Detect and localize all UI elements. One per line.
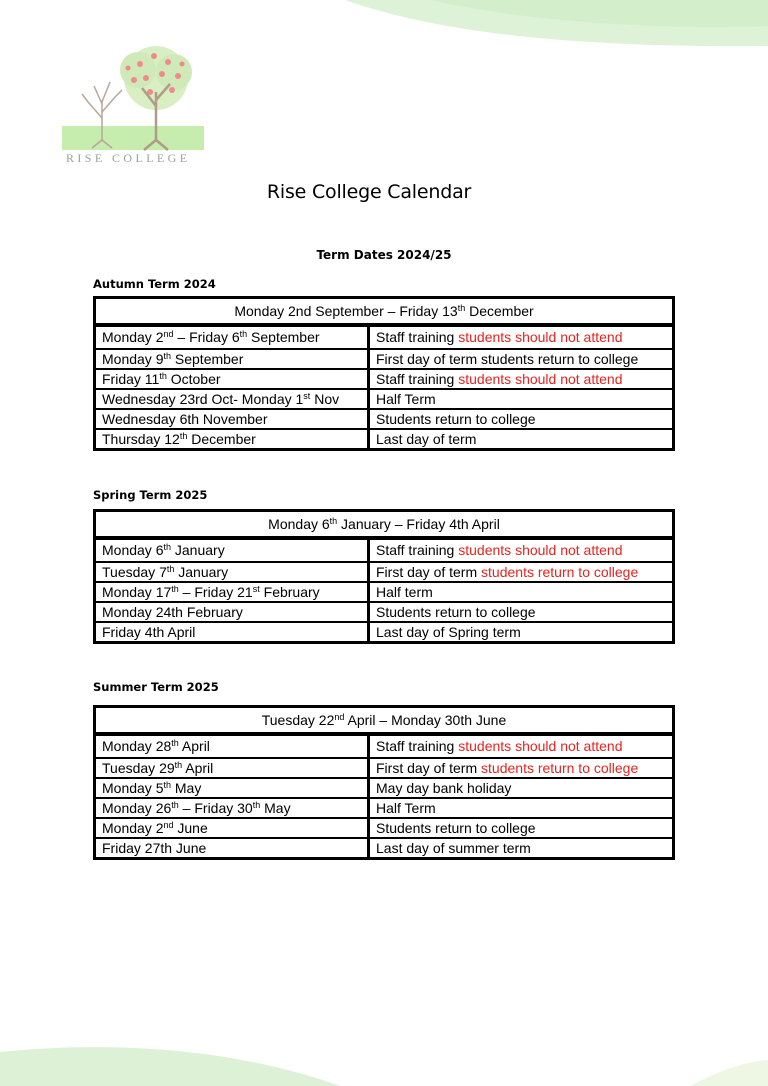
date-ordinal: th bbox=[159, 371, 167, 381]
date-text: Friday 11 bbox=[102, 371, 160, 387]
event-text: First day of term students return to college bbox=[376, 351, 639, 367]
date-ordinal: th bbox=[171, 800, 179, 810]
event-note-highlight: students should not attend bbox=[458, 738, 623, 754]
date-text: Thursday 12 bbox=[102, 431, 180, 447]
date-ordinal: th bbox=[174, 760, 183, 770]
event-cell bbox=[370, 430, 672, 448]
date-cell bbox=[96, 583, 370, 601]
event-text: Half Term bbox=[376, 391, 436, 407]
date-text: October bbox=[166, 371, 221, 387]
event-cell bbox=[370, 799, 672, 817]
date-cell bbox=[96, 603, 370, 621]
date-cell bbox=[96, 350, 370, 368]
date-text: Wednesday 6th November bbox=[102, 411, 268, 427]
date-text: Monday 24th February bbox=[102, 604, 243, 620]
date-ordinal: th bbox=[166, 564, 175, 574]
date-cell bbox=[96, 430, 370, 448]
date-cell bbox=[96, 390, 370, 408]
table-row bbox=[96, 368, 672, 388]
date-ordinal: nd bbox=[163, 820, 174, 830]
date-text: January bbox=[171, 542, 225, 558]
date-cell bbox=[96, 623, 370, 641]
date-text: May bbox=[260, 800, 291, 816]
event-cell bbox=[370, 350, 672, 368]
table-row bbox=[96, 428, 672, 448]
event-text: Half term bbox=[376, 584, 433, 600]
term-table bbox=[93, 296, 675, 451]
term-header-ordinal: th bbox=[329, 516, 338, 526]
date-text: April bbox=[182, 760, 214, 776]
table-row bbox=[96, 408, 672, 428]
date-text: December bbox=[187, 431, 256, 447]
date-text: Monday 26 bbox=[102, 800, 172, 816]
date-cell bbox=[96, 799, 370, 817]
event-note-highlight: students should not attend bbox=[458, 542, 623, 558]
event-cell bbox=[370, 583, 672, 601]
event-text: Staff training bbox=[376, 371, 459, 387]
term-header bbox=[96, 708, 672, 735]
event-cell bbox=[370, 540, 672, 561]
date-text: – Friday 30 bbox=[178, 800, 253, 816]
event-cell bbox=[370, 603, 672, 621]
date-cell bbox=[96, 736, 370, 757]
date-cell bbox=[96, 563, 370, 581]
date-text: – Friday 21 bbox=[178, 584, 253, 600]
date-text: Monday 2 bbox=[102, 329, 164, 345]
event-text: Staff training bbox=[376, 329, 459, 345]
date-text: Tuesday 7 bbox=[102, 564, 167, 580]
date-text: – Friday 6 bbox=[173, 329, 240, 345]
event-note-highlight: students should not attend bbox=[458, 329, 623, 345]
table-row bbox=[96, 837, 672, 857]
table-row bbox=[96, 561, 672, 581]
date-text: April bbox=[178, 738, 210, 754]
date-ordinal: nd bbox=[163, 329, 174, 339]
term-header-text: January – Friday 4th April bbox=[337, 516, 500, 532]
term-header-text: December bbox=[465, 303, 534, 319]
event-cell bbox=[370, 736, 672, 757]
page-title: Rise College Calendar bbox=[266, 181, 472, 203]
event-cell bbox=[370, 327, 672, 348]
event-cell bbox=[370, 759, 672, 777]
table-row bbox=[96, 621, 672, 641]
term-table bbox=[93, 705, 675, 860]
event-cell bbox=[370, 779, 672, 797]
date-cell bbox=[96, 819, 370, 837]
event-cell bbox=[370, 410, 672, 428]
date-ordinal: st bbox=[252, 584, 260, 594]
term-header bbox=[96, 512, 672, 539]
event-note-highlight: students return to college bbox=[481, 760, 639, 776]
date-ordinal: th bbox=[163, 780, 171, 790]
date-cell bbox=[96, 779, 370, 797]
date-ordinal: th bbox=[171, 738, 179, 748]
term-header-ordinal: th bbox=[457, 303, 466, 313]
date-text: Friday 4th April bbox=[102, 624, 196, 640]
event-text: Half Term bbox=[376, 800, 436, 816]
event-text: Students return to college bbox=[376, 411, 536, 427]
term-label: Spring Term 2025 bbox=[93, 488, 208, 502]
term-header-text: Monday 6 bbox=[268, 516, 330, 532]
event-cell bbox=[370, 819, 672, 837]
date-text: Monday 5 bbox=[102, 780, 164, 796]
event-text: Staff training bbox=[376, 738, 459, 754]
date-cell bbox=[96, 540, 370, 561]
event-cell bbox=[370, 390, 672, 408]
date-ordinal: st bbox=[303, 391, 311, 401]
date-cell bbox=[96, 839, 370, 857]
event-cell bbox=[370, 370, 672, 388]
event-text: Students return to college bbox=[376, 820, 536, 836]
date-text: Monday 17 bbox=[102, 584, 172, 600]
table-row bbox=[96, 388, 672, 408]
date-text: January bbox=[174, 564, 229, 580]
date-text: Monday 28 bbox=[102, 738, 172, 754]
date-ordinal: th bbox=[239, 329, 248, 339]
date-text: September bbox=[247, 329, 320, 345]
date-text: Monday 9 bbox=[102, 351, 164, 367]
term-header-text: Tuesday 22 bbox=[261, 712, 335, 728]
table-row bbox=[96, 817, 672, 837]
event-note-highlight: students return to college bbox=[481, 564, 639, 580]
table-row bbox=[96, 777, 672, 797]
term-label: Summer Term 2025 bbox=[93, 680, 219, 694]
date-text: May bbox=[171, 780, 202, 796]
date-text: February bbox=[259, 584, 320, 600]
table-row bbox=[96, 797, 672, 817]
table-row bbox=[96, 757, 672, 777]
date-cell bbox=[96, 327, 370, 348]
logo-wordmark: RISE COLLEGE bbox=[66, 151, 191, 165]
date-ordinal: th bbox=[163, 542, 171, 552]
term-header-ordinal: nd bbox=[334, 712, 345, 722]
event-text: First day of term bbox=[376, 760, 482, 776]
event-cell bbox=[370, 623, 672, 641]
page-subtitle: Term Dates 2024/25 bbox=[316, 248, 452, 262]
date-text: Friday 27th June bbox=[102, 840, 207, 856]
event-cell bbox=[370, 563, 672, 581]
event-text: Last day of summer term bbox=[376, 840, 531, 856]
event-cell bbox=[370, 839, 672, 857]
date-text: Tuesday 29 bbox=[102, 760, 175, 776]
term-table bbox=[93, 509, 675, 644]
date-text: Wednesday 23rd Oct- Monday 1 bbox=[102, 391, 304, 407]
date-text: Monday 2 bbox=[102, 820, 164, 836]
date-cell bbox=[96, 370, 370, 388]
table-row bbox=[96, 539, 672, 561]
term-label: Autumn Term 2024 bbox=[93, 277, 216, 291]
date-text: June bbox=[173, 820, 208, 836]
table-row bbox=[96, 601, 672, 621]
event-text: Last day of term bbox=[376, 431, 477, 447]
date-ordinal: th bbox=[171, 584, 179, 594]
date-ordinal: th bbox=[179, 431, 188, 441]
event-text: May day bank holiday bbox=[376, 780, 512, 796]
term-header bbox=[96, 299, 672, 326]
event-text: First day of term bbox=[376, 564, 482, 580]
event-text: Last day of Spring term bbox=[376, 624, 521, 640]
date-text: September bbox=[171, 351, 244, 367]
term-header-text: Monday 2nd September – Friday 13 bbox=[234, 303, 458, 319]
date-text: Nov bbox=[310, 391, 340, 407]
event-text: Staff training bbox=[376, 542, 459, 558]
date-text: Monday 6 bbox=[102, 542, 164, 558]
table-row bbox=[96, 326, 672, 348]
date-cell bbox=[96, 759, 370, 777]
event-note-highlight: students should not attend bbox=[458, 371, 623, 387]
date-ordinal: th bbox=[163, 351, 171, 361]
term-header-text: April – Monday 30th June bbox=[344, 712, 507, 728]
table-row bbox=[96, 581, 672, 601]
event-text: Students return to college bbox=[376, 604, 536, 620]
table-row bbox=[96, 735, 672, 757]
date-ordinal: th bbox=[252, 800, 261, 810]
table-row bbox=[96, 348, 672, 368]
date-cell bbox=[96, 410, 370, 428]
